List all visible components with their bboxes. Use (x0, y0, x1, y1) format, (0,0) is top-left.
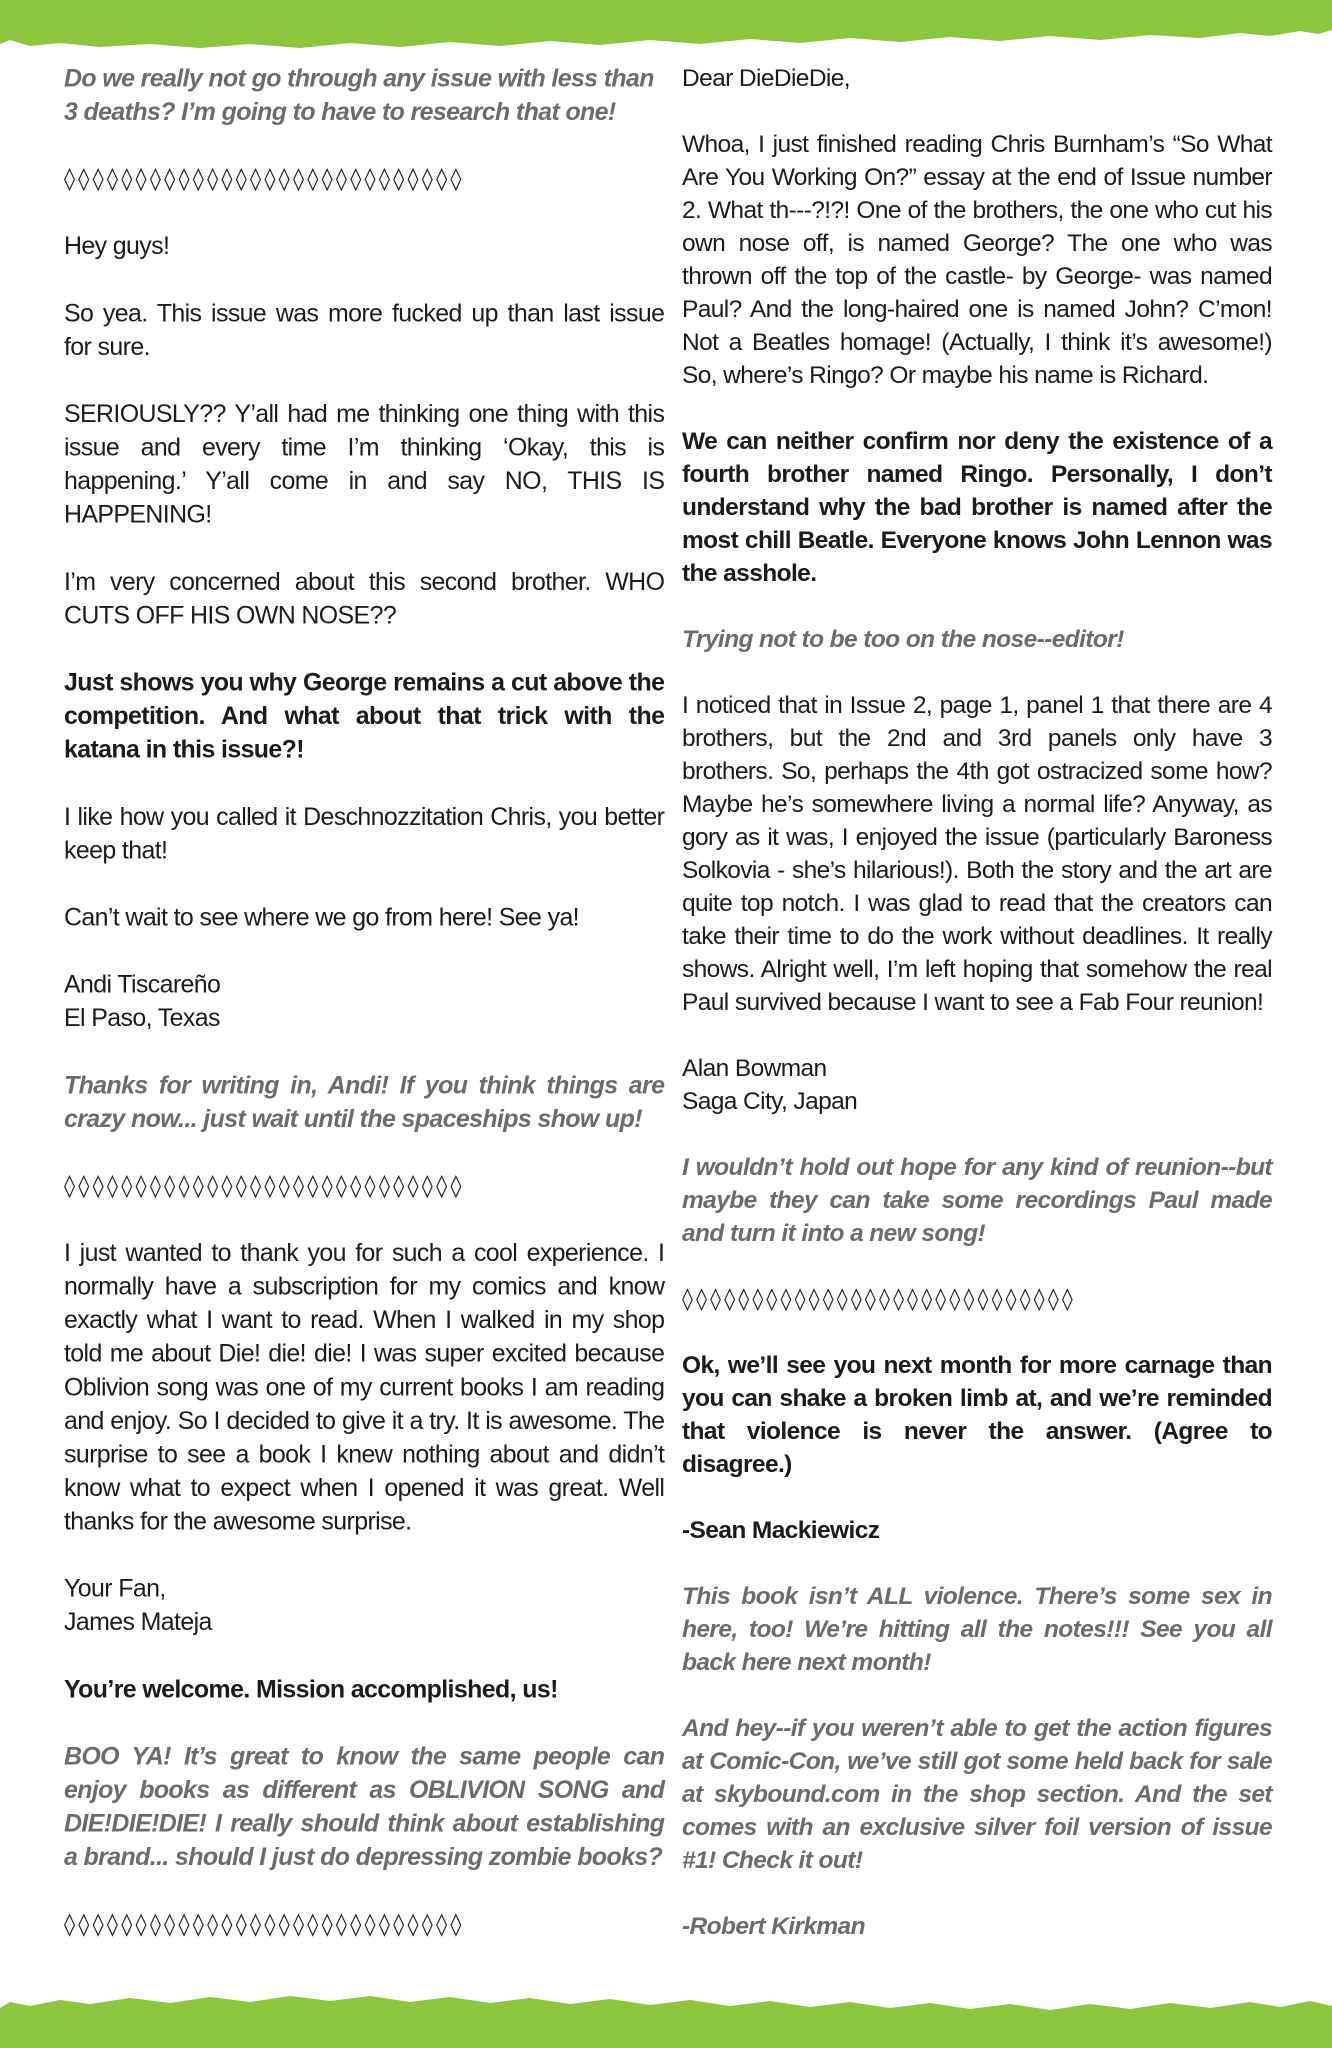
signature-robert: -Robert Kirkman (682, 1913, 865, 1940)
letter1-bold-reply: Just shows you why George remains a cut above the competition. And what about that trick with the katana in this issue?! (64, 669, 665, 764)
letter2-editor-reply: BOO YA! It’s great to know the same people can enjoy books as different as OBLIVION SONG and DIE!DIE!DIE! I really should think about establishing a brand... should I just do depressing zombie books? (64, 1743, 665, 1872)
left-column (64, 62, 664, 1975)
letter3-editor-reply: I wouldn’t hold out hope for any kind of reunion--but maybe they can take some recordings Paul made and turn it into a new song! (682, 1154, 1272, 1247)
top-band-shape (0, 0, 1332, 50)
bottom-band-shape (0, 1992, 1332, 2048)
separator-2: ◊◊◊◊◊◊◊◊◊◊◊◊◊◊◊◊◊◊◊◊◊◊◊◊◊◊◊◊ (64, 1173, 465, 1200)
letter2-closing: Your Fan, (64, 1575, 166, 1603)
letter3-bold-reply: We can neither confirm nor deny the existence of a fourth brother named Ringo. Personally, I don’t understand why the bad brother is named after the most chill Beatle. Everyone knows John Lennon was the asshole. (682, 428, 1272, 587)
letter2-paragraph-1: I just wanted to thank you for such a cool experience. I normally have a subscription for my comics and know exactly what I want to read. When I walked in my shop told me about Die! die! die! I was super excited because Oblivion song was one of my current books I am reading and enjoy. So I decided to give it a try. It is awesome. The surprise to see a book I knew nothing about and didn’t know what to expect when I opened it was great. Well thanks for the awesome surprise. (64, 1239, 665, 1536)
letter1-greeting: Hey guys! (64, 232, 170, 261)
letter3-name: Alan Bowman (682, 1055, 827, 1082)
letter1-editor-reply: Thanks for writing in, Andi! If you think things are crazy now... just wait until the spaceships show up! (64, 1071, 665, 1133)
letter1-name: Andi Tiscareño (64, 971, 221, 999)
letter2-bold-reply: You’re welcome. Mission accomplished, us! (64, 1675, 558, 1704)
intro-editor-reply: Do we really not go through any issue with less than 3 deaths? I’m going to have to research that one! (64, 65, 654, 127)
separator-4: ◊◊◊◊◊◊◊◊◊◊◊◊◊◊◊◊◊◊◊◊◊◊◊◊◊◊◊◊ (682, 1287, 1076, 1312)
signature-sean: -Sean Mackiewicz (682, 1517, 880, 1544)
closing-editor-paragraph-1: This book isn’t ALL violence. There’s some sex in here, too! We’re hitting all the notes!!! See you all back here next month! (682, 1583, 1272, 1676)
top-green-band (0, 0, 1332, 50)
letter1-paragraph-3: I’m very concerned about this second brother. WHO CUTS OFF HIS OWN NOSE?? (64, 568, 665, 630)
letter3-editor-aside: Trying not to be too on the nose--editor! (682, 626, 1124, 653)
letter1-paragraph-5: Can’t wait to see where we go from here! See ya! (64, 904, 580, 932)
letter1-paragraph-1: So yea. This issue was more fucked up than last issue for sure. (64, 299, 665, 362)
right-column (682, 62, 1272, 1943)
letter3-paragraph-1: Whoa, I just finished reading Chris Burnham’s “So What Are You Working On?” essay at the end of Issue number 2. What th---?!?! One of the brothers, the one who cut his own nose off, is named George? The one who was thrown off the top of the castle- by George- was named Paul? And the long-haired one is named John? C’mon! Not a Beatles homage! (Actually, I think it’s awesome!) So, where’s Ringo? Or maybe his name is Richard. (682, 131, 1272, 389)
letter2-signature (64, 1572, 664, 1639)
letter1-location: El Paso, Texas (64, 1004, 220, 1033)
separator-1: ◊◊◊◊◊◊◊◊◊◊◊◊◊◊◊◊◊◊◊◊◊◊◊◊◊◊◊◊ (64, 166, 465, 193)
closing-editor-paragraph-2: And hey--if you weren’t able to get the action figures at Comic-Con, we’ve still got some held back for sale at skybound.com in the shop section. And the set comes with an exclusive silver foil version of issue #1! Check it out! (682, 1715, 1272, 1874)
letter2-name: James Mateja (64, 1608, 212, 1637)
separator-3: ◊◊◊◊◊◊◊◊◊◊◊◊◊◊◊◊◊◊◊◊◊◊◊◊◊◊◊◊ (64, 1911, 465, 1938)
bottom-green-band (0, 1992, 1332, 2048)
letter3-paragraph-2: I noticed that in Issue 2, page 1, panel 1 that there are 4 brothers, but the 2nd and 3rd panels only have 3 brothers. So, perhaps the 4th got ostracized some how? Maybe he’s somewhere living a normal life? Anyway, as gory as it was, I enjoyed the issue (particularly Baroness Solkovia - she’s hilarious!). Both the story and the art are quite top notch. I was glad to read that the creators can take their time to do the work without deadlines. It really shows. Alright well, I’m left hoping that somehow the real Paul survived because I want to see a Fab Four reunion! (682, 692, 1272, 1016)
letter3-location: Saga City, Japan (682, 1088, 858, 1115)
letter1-signature (64, 968, 664, 1035)
letter3-signature (682, 1052, 1272, 1118)
letter1-paragraph-4: I like how you called it Deschnozzitation Chris, you better keep that! (64, 803, 665, 865)
letter1-paragraph-2: SERIOUSLY?? Y’all had me thinking one thing with this issue and every time I’m thinking ‘Okay, this is happening.’ Y’all come in and say NO, THIS IS HAPPENING! (64, 400, 665, 529)
closing-bold-text: Ok, we’ll see you next month for more carnage than you can shake a broken limb at, and we’re reminded that violence is never the answer. (Agree to disagree.) (682, 1352, 1272, 1478)
letter3-greeting: Dear DieDieDie, (682, 65, 851, 92)
